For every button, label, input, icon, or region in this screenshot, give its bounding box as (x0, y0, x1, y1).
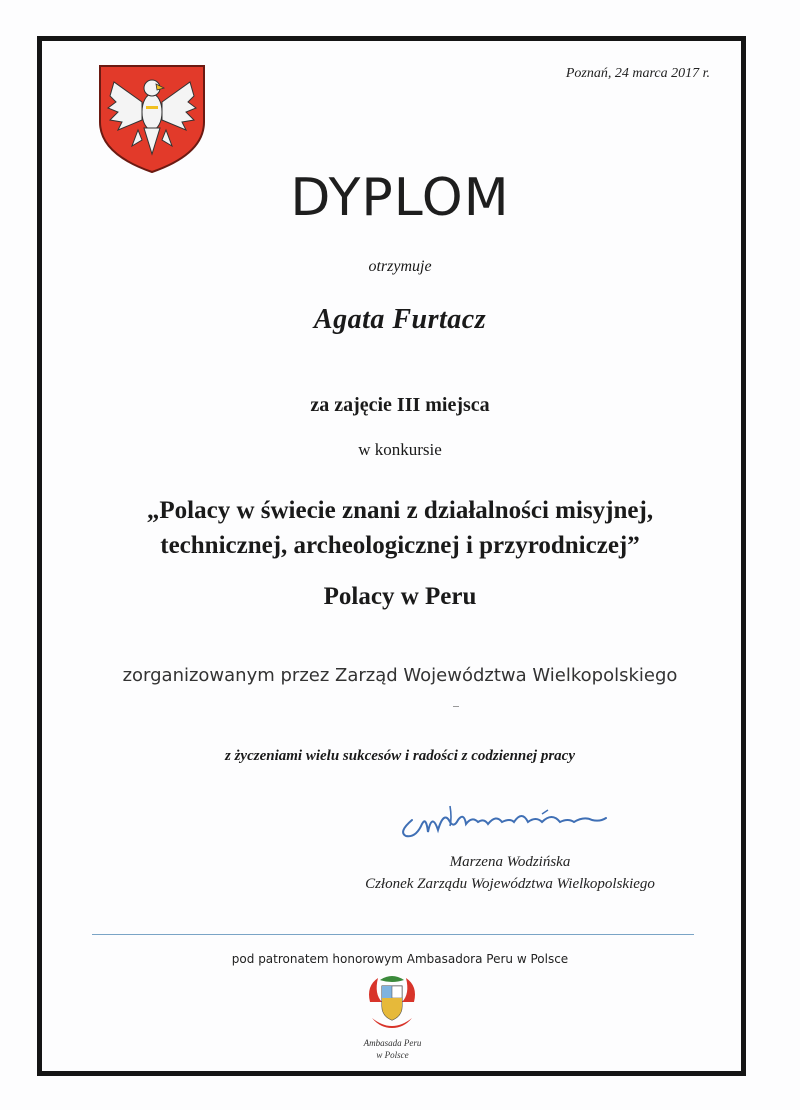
receives-label: otrzymuje (368, 258, 432, 275)
competition-title-line-2: technicznej, archeologicznej i przyrodniczej” (160, 532, 640, 559)
signer-role: Członek Zarządu Województwa Wielkopolskiego (365, 876, 655, 892)
competition-subtitle: Polacy w Peru (323, 583, 477, 610)
peru-coat-of-arms-icon (364, 972, 420, 1034)
organizer-text: zorganizowanym przez Zarząd Województwa Wielkopolskiego (122, 665, 678, 686)
divider-mark (453, 706, 459, 707)
wishes-text: z życzeniami wielu sukcesów i radości z codziennej pracy (225, 748, 575, 764)
patronage-text: pod patronatem honorowym Ambasadora Peru w Polsce (231, 952, 569, 966)
handwritten-signature (392, 792, 612, 842)
competition-title-line-1: „Polacy w świecie znani z działalności misyjnej, (146, 497, 654, 524)
wielkopolska-crest-icon (96, 62, 208, 174)
embassy-label-line-2: w Polsce (376, 1050, 409, 1060)
issue-date: Poznań, 24 marca 2017 r. (565, 66, 710, 81)
page-title: DYPLOM (290, 168, 510, 228)
footer-divider (92, 934, 694, 935)
place-text: za zajęcie III miejsca (310, 394, 490, 416)
competition-label: w konkursie (358, 440, 442, 459)
signer-name: Marzena Wodzińska (449, 854, 571, 870)
recipient-name: Agata Furtacz (313, 304, 487, 335)
embassy-label-line-1: Ambasada Peru (363, 1038, 422, 1048)
